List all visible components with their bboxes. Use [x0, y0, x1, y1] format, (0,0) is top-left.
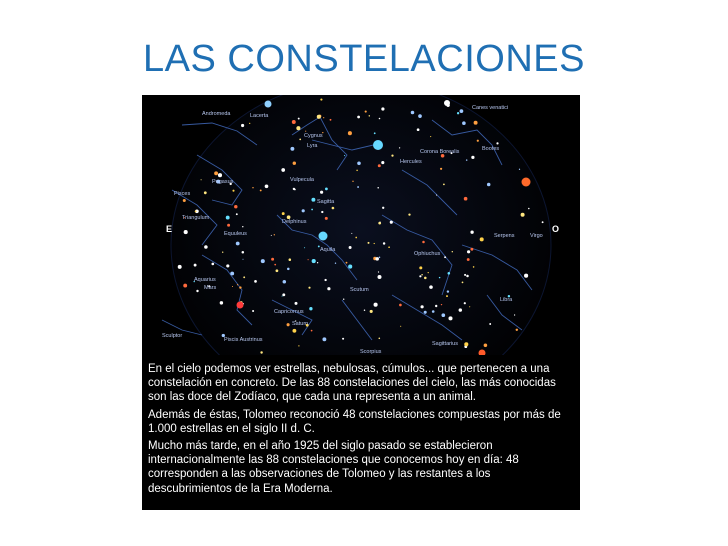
constellation-label: Libra [500, 297, 513, 303]
constellation-label: Andromeda [202, 111, 231, 117]
constellation-label: Serpens [494, 233, 515, 239]
star-map [142, 95, 580, 355]
paragraph-3: Mucho más tarde, en el año 1925 del siglo pasado se establecieron internacionalmente las 88 constelaciones que conocemos hoy en día: 48 corresponden a las observaciones de Tolomeo y las restantes a los descubrimientos de la Era Moderna. [148, 440, 519, 495]
constellation-label: Sagitta [317, 199, 335, 205]
constellation-label: Scorpius [360, 349, 382, 355]
constellation-label: Sculptor [162, 333, 183, 339]
constellation-label: Aquila [320, 247, 336, 253]
constellation-label: Hercules [400, 159, 422, 165]
constellation-label: Scutum [350, 287, 369, 293]
constellation-label: Lyra [307, 143, 318, 149]
constellation-label: Aquarius [194, 277, 216, 283]
constellation-label: Canes venatici [472, 105, 509, 111]
constellation-label: Ophiuchus [414, 251, 441, 257]
constellation-label: Sagittarius [432, 341, 458, 347]
constellation-label: Saturn [292, 321, 309, 327]
constellation-label: Virgo [530, 233, 543, 239]
west-marker: O [552, 224, 560, 234]
constellation-label: Piscis Austrinus [224, 337, 263, 343]
constellation-label: Lacerta [250, 113, 269, 119]
constellation-label: Pegasus [212, 179, 234, 185]
constellation-label: Triangulum [182, 215, 210, 221]
description-text [148, 362, 576, 499]
constellation-label: Capricornus [274, 309, 304, 315]
constellation-label: Cygnus [304, 133, 323, 139]
constellation-label: Corona Borealis [420, 149, 460, 155]
paragraph-1: En el cielo podemos ver estrellas, nebulosas, cúmulos... que pertenecen a una constelación en concreto. De las 88 constelaciones del cielo, las más conocidas son las doce del Zodíaco, que cada una representa a un animal. [148, 363, 556, 404]
east-marker: E [166, 224, 173, 234]
paragraph-2: Además de éstas, Tolomeo reconoció 48 constelaciones compuestas por más de 1.000 estrellas en el siglo II d. C. [148, 408, 561, 435]
content-panel [142, 95, 580, 510]
constellation-label: Equuleus [224, 231, 247, 237]
constellation-label: Vulpecula [290, 177, 314, 183]
constellation-label: Bootes [482, 146, 500, 152]
constellation-label: Pisces [174, 191, 191, 197]
constellation-label: Delphinus [282, 219, 307, 225]
slide-title: LAS CONSTELACIONES [143, 38, 585, 80]
constellation-label: Mars [204, 285, 217, 291]
